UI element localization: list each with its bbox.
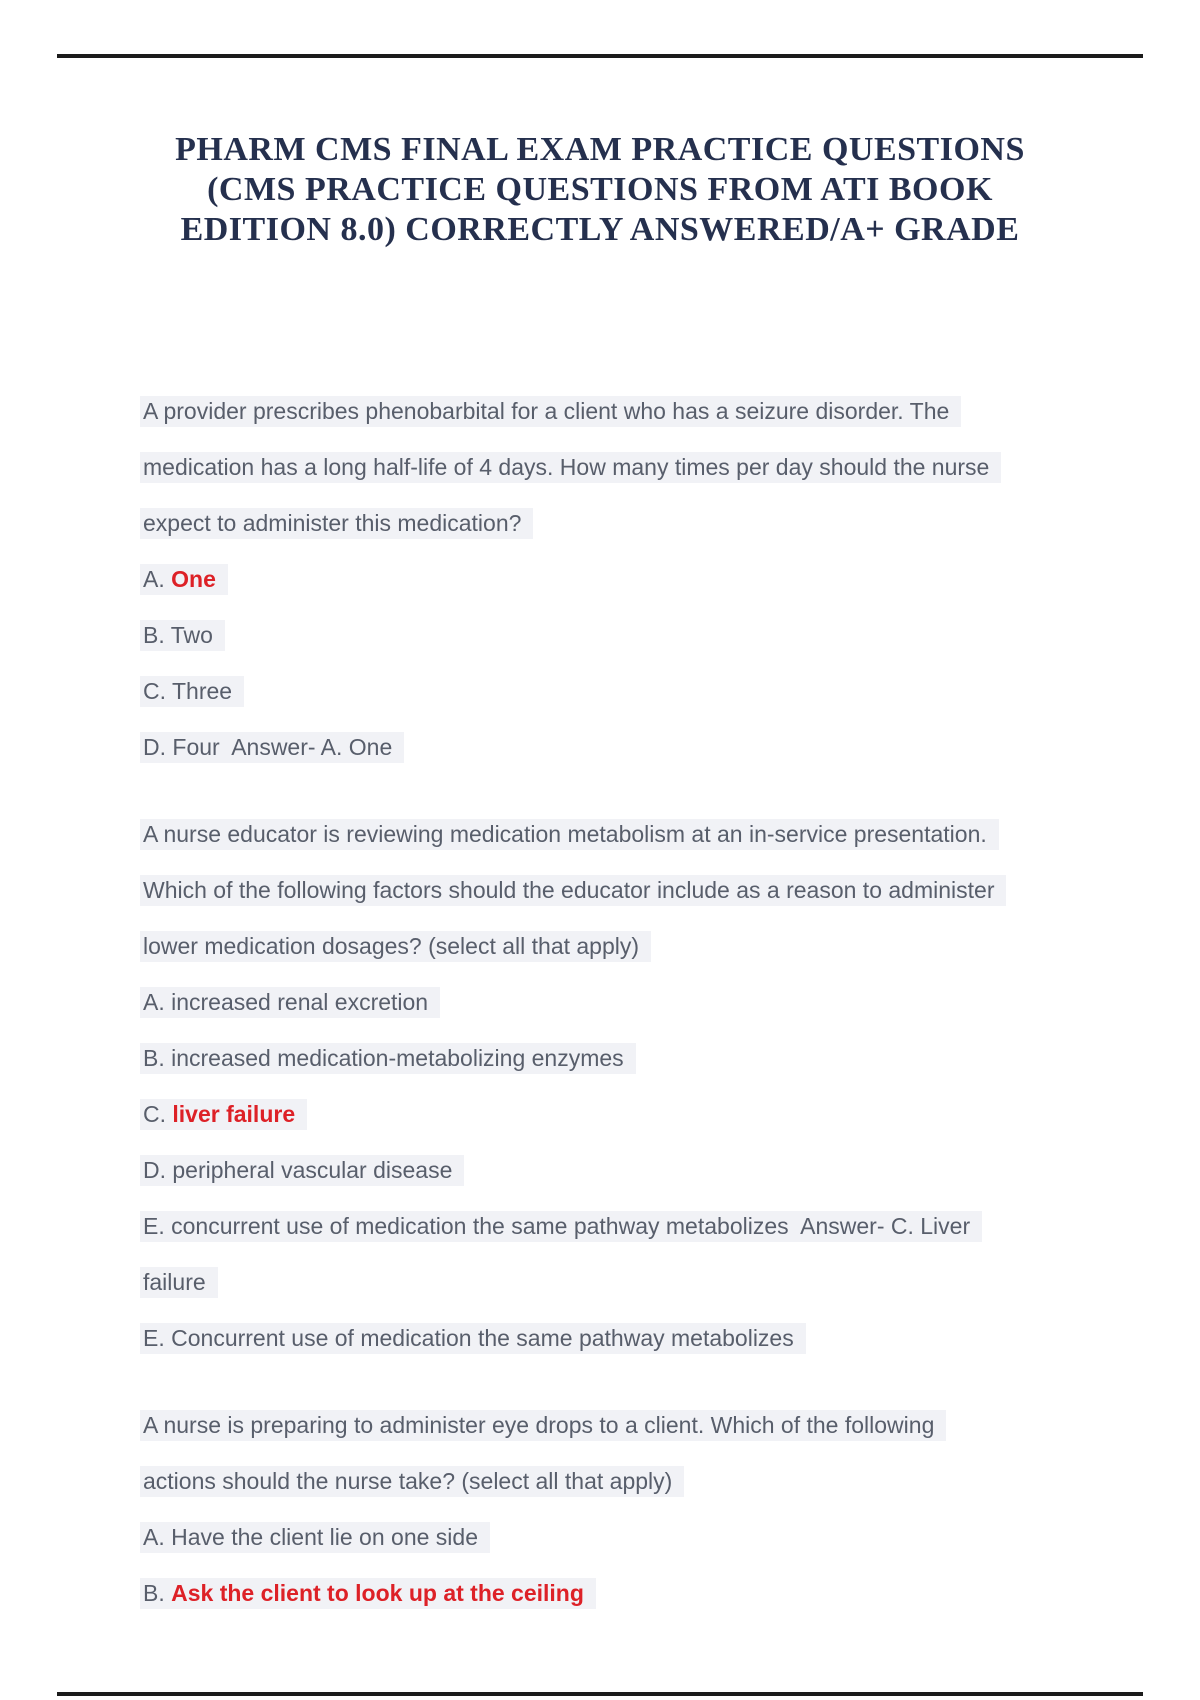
body-text: medication has a long half-life of 4 days. How many times per day should the nurse: [143, 454, 990, 480]
body-text: A nurse educator is reviewing medication metabolism at an in-service presentation.: [143, 821, 987, 847]
text-line: [140, 452, 1140, 483]
text-line: [140, 1522, 1140, 1553]
answer-text: Ask the client to look up at the ceiling: [171, 1580, 584, 1606]
text-line: [140, 396, 1140, 427]
highlighted-text: [140, 931, 651, 962]
document-title-line: PHARM CMS FINAL EXAM PRACTICE QUESTIONS: [175, 131, 1025, 168]
body-text: actions should the nurse take? (select all that apply): [143, 1468, 673, 1494]
highlighted-text: [140, 676, 244, 707]
text-line: [140, 1211, 1140, 1242]
text-line: [140, 1099, 1140, 1130]
highlighted-text: [140, 987, 440, 1018]
text-line: [140, 1323, 1140, 1354]
answer-text: liver failure: [172, 1101, 296, 1127]
highlighted-text: [140, 396, 961, 427]
body-text: expect to administer this medication?: [143, 510, 522, 536]
text-line: [140, 676, 1140, 707]
highlighted-text: [140, 1522, 490, 1553]
highlighted-text: [140, 564, 228, 595]
highlighted-text: [140, 732, 404, 763]
text-line: [140, 508, 1140, 539]
text-line: [140, 987, 1140, 1018]
body-text: C. Three: [143, 678, 233, 704]
body-text: C.: [143, 1101, 173, 1127]
body-text: A. increased renal excretion: [143, 989, 429, 1015]
text-line: [140, 1267, 1140, 1298]
highlighted-text: [140, 1043, 636, 1074]
body-text: B. Two: [143, 622, 213, 648]
document-title: [57, 130, 1143, 250]
text-line: [140, 1578, 1140, 1609]
text-line: [140, 620, 1140, 651]
body-text: E. Concurrent use of medication the same pathway metabolizes: [143, 1325, 794, 1351]
text-line: [140, 564, 1140, 595]
highlighted-text: [140, 1410, 946, 1441]
question-block: [140, 819, 1140, 1354]
text-line: [140, 819, 1140, 850]
body-text: A. Have the client lie on one side: [143, 1524, 478, 1550]
question-block: [140, 396, 1140, 763]
body-text: failure: [143, 1269, 206, 1295]
highlighted-text: [140, 508, 533, 539]
highlighted-text: [140, 1155, 464, 1186]
question-block: [140, 1410, 1140, 1609]
body-text: D. Four Answer- A. One: [143, 734, 393, 760]
text-line: [140, 1155, 1140, 1186]
body-text: A nurse is preparing to administer eye drops to a client. Which of the following: [143, 1412, 935, 1438]
body-text: Which of the following factors should the educator include as a reason to administer: [143, 877, 995, 903]
text-line: [140, 1043, 1140, 1074]
highlighted-text: [140, 1099, 307, 1130]
body-text: B. increased medication-metabolizing enzymes: [143, 1045, 624, 1071]
body-text: E. concurrent use of medication the same pathway metabolizes Answer- C. Liver: [143, 1213, 971, 1239]
answer-text: One: [171, 566, 216, 592]
text-line: [140, 931, 1140, 962]
highlighted-text: [140, 1578, 596, 1609]
top-rule: [57, 54, 1143, 58]
highlighted-text: [140, 819, 999, 850]
highlighted-text: [140, 620, 225, 651]
document-title-line: (CMS PRACTICE QUESTIONS FROM ATI BOOK: [207, 171, 993, 208]
text-line: [140, 1410, 1140, 1441]
bottom-rule: [57, 1692, 1143, 1696]
text-line: [140, 1466, 1140, 1497]
text-line: [140, 875, 1140, 906]
questions: [140, 396, 1140, 1609]
body-text: B.: [143, 1580, 172, 1606]
body-text: A.: [143, 566, 172, 592]
body-text: A provider prescribes phenobarbital for a client who has a seizure disorder. The: [143, 398, 950, 424]
highlighted-text: [140, 1323, 806, 1354]
highlighted-text: [140, 875, 1006, 906]
highlighted-text: [140, 452, 1001, 483]
highlighted-text: [140, 1211, 982, 1242]
body-text: D. peripheral vascular disease: [143, 1157, 453, 1183]
highlighted-text: [140, 1267, 218, 1298]
document-title-line: EDITION 8.0) CORRECTLY ANSWERED/A+ GRADE: [180, 211, 1020, 248]
highlighted-text: [140, 1466, 684, 1497]
body-text: lower medication dosages? (select all that apply): [143, 933, 640, 959]
text-line: [140, 732, 1140, 763]
